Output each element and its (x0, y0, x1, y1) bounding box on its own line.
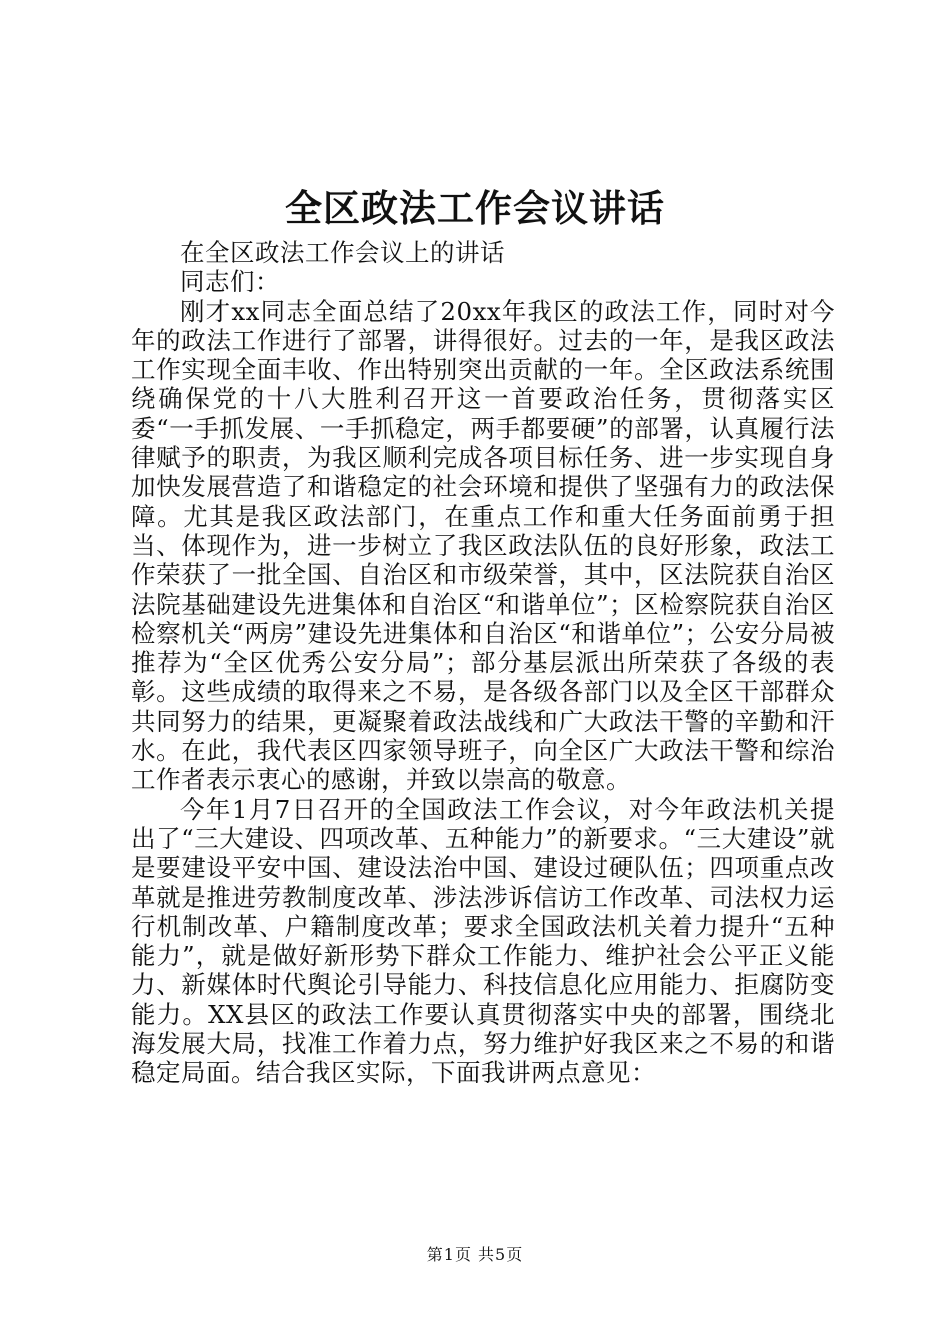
salutation: 同志们： (180, 267, 280, 297)
paragraph: 今年1月7日召开的全国政法工作会议，对今年政法机关提出了“三大建设、四项改革、五种能力”的新要求。“三大建设”就是要建设平安中国、建设法治中国、建设过硬队伍；四项重点改革就是推进劳教制度改革、涉法涉诉信访工作改革、司法权力运行机制改革、户籍制度改革；要求全国政法机关着力提升“五种能力”，就是做好新形势下群众工作能力、维护社会公平正义能力、新媒体时代舆论引导能力、科技信息化应用能力、拒腐防变能力。XX县区的政法工作要认真贯彻落实中央的部署，围绕北海发展大局，找准工作着力点，努力维护好我区来之不易的和谐稳定局面。结合我区实际，下面我讲两点意见： (131, 794, 835, 1088)
document-title: 全区政法工作会议讲话 (285, 186, 665, 230)
document-body (131, 238, 835, 1088)
document-subtitle: 在全区政法工作会议上的讲话 (180, 238, 505, 267)
paragraph: 刚才xx同志全面总结了20xx年我区的政法工作，同时对今年的政法工作进行了部署，讲得很好。过去的一年，是我区政法工作实现全面丰收、作出特别突出贡献的一年。全区政法系统围绕确保党的十八大胜利召开这一首要政治任务，贯彻落实区委“一手抓发展、一手抓稳定，两手都要硬”的部署，认真履行法律赋予的职责，为我区顺利完成各项目标任务、进一步实现自身加快发展营造了和谐稳定的社会环境和提供了坚强有力的政法保障。尤其是我区政法部门，在重点工作和重大任务面前勇于担当、体现作为，进一步树立了我区政法队伍的良好形象，政法工作荣获了一批全国、自治区和市级荣誉，其中，区法院获自治区法院基础建设先进集体和自治区“和谐单位”；区检察院获自治区检察机关“两房”建设先进集体和自治区“和谐单位”；公安分局被推荐为“全区优秀公安分局”；部分基层派出所荣获了各级的表彰。这些成绩的取得来之不易，是各级各部门以及全区干部群众共同努力的结果，更凝聚着政法战线和广大政法干警的辛勤和汗水。在此，我代表区四家领导班子，向全区广大政法干警和综治工作者表示衷心的感谢，并致以崇高的敬意。 (131, 296, 835, 795)
page-footer: 第1页 共5页 (426, 1245, 524, 1264)
